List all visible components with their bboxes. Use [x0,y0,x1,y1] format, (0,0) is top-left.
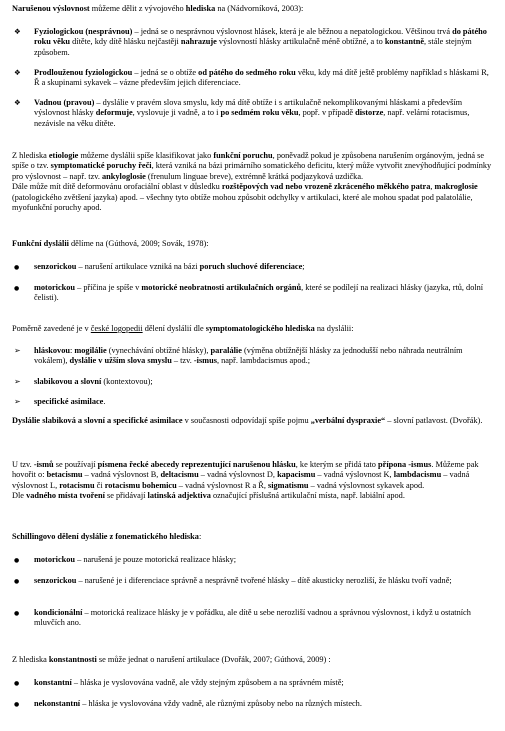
bullet-icon [0,699,34,710]
arrow-bullet-icon [0,377,34,387]
bullet-icon [0,678,34,689]
list-item: ❖ Prodlouženou fyziologickou – jedná se o obtíže od pátého do sedmého roku věku, kdy má dítě ještě problémy například s hláskami R, Ř a skupinami sykavek – vázne především jejich diferenciace. [0,68,505,89]
list-item: ❖ Vadnou (pravou) – dyslálie v pravém slova smyslu, kdy má dítě obtíže i s artikulačně nekomplikovanými hláskami a především výslovnost hlásky deformuje, vyslovuje ji vadně, a to i po sedmém roku věku, popř. v případě distorze, např. velární rotacismus, nezávisle na věku dítěte. [0,98,505,129]
diamond-bullet-icon [0,98,34,129]
diamond-bullet-icon [0,27,34,58]
section-intro: Narušenou výslovnost můžeme dělit z vývojového hlediska na (Nádvorníková, 2003): [12,4,304,13]
list-item: ● motorickou – narušená je pouze motorická realizace hlásky; [0,555,505,566]
list-item: ● nekonstantní – hláska je vyslovována vždy vadně, ale různými způsoby nebo na různých místech. [0,699,505,710]
list-item: ● senzorickou – narušené je i diferenciace správně a nesprávně tvořené hlásky – dítě akusticky nerozliší, že hlásku tvoří vadně; [0,576,505,587]
schilling-heading: Schillingovo dělení dyslálie z fonematického hlediska: [12,532,202,541]
bullet-icon [0,608,34,629]
list-item: ➢ specifické asimilace. [0,397,505,407]
arrow-bullet-icon [0,346,34,367]
section-developmental [0,4,505,14]
list-item: ● motorickou – příčina je spíše v motorické neobratnosti artikulačních orgánů, které se podílejí na realizaci hlásky (jazyka, rtů, dolní čelisti). [0,283,505,304]
bullet-icon [0,262,34,273]
dyspraxia-paragraph: Dyslálie slabiková a slovní a specifické asimilace v současnosti odpovídají spíše pojmu „verbální dyspraxie“ – slovní patlavost. (Dvořák). [12,416,483,425]
diamond-bullet-icon [0,68,34,89]
bullet-icon [0,576,34,587]
bullet-icon [0,283,34,304]
symptomatology-heading: Poměrně zavedené je v české logopedii dělení dyslálií dle symptomatologického hlediska na dyslálii: [12,324,354,333]
functional-heading: Funkční dyslálii dělíme na (Gúthová, 2009; Sovák, 1978): [12,239,209,248]
etiology-paragraph: Z hlediska etiologie můžeme dyslálii spíše klasifikovat jako funkční poruchu, poněvadž pokud je způsobena narušením orgánovým, jedná se spíše o tzv. symptomatické poruchy řeči, která vzniká na bázi primárního somatického deficitu, který může vytvořit znevýhodňující podmínky pro výslovnost – např. tzv. ankyloglosie (frenulum linguae breve), extrémně krátká podjazyková uzdička. Dále může mít dítě deformovánu orofaciální oblast v důsledku rozštěpových vad nebo vrozeně zkráceného měkkého patra, makroglosie (patologického zvětšení jazyka) apod. – všechny tyto obtíže mohou způsobit odchylky v artikulaci, které ale mohou spadat pod palatolálie, myofunkční poruchy apod. [12,151,492,213]
list-item: ❖ Fyziologickou (nesprávnou) – jedná se o nesprávnou výslovnost hlásek, která je ale běžnou a nepatologickou. Většinou trvá do pátého roku věku dítěte, kdy dítě hlásku nejčastěji nahrazuje výslovností hlásky artikulačně méně obtížné, a to konstantně, stále stejným způsobem. [0,27,505,58]
ismus-paragraph: U tzv. -ismů se používají písmena řecké abecedy reprezentující narušenou hlásku, ke kterým se přidá tato přípona -ismus. Můžeme pak hovořit o: betacismu – vadná výslovnost B, deltacismu – vadná výslovnost D, kapacismu – vadná výslovnost K, lambdacismu – vadná výslovnost L, rotacismu či rotacismu bohemicu – vadná výslovnost R a Ř, sigmatismu – vadná výslovnost sykavek apod. Dle vadného místa tvoření se přidávají latinská adjektiva označující příslušná artikulační místa, např. labiální apod. [12,460,479,501]
list-item: ● kondicionální – motorická realizace hlásky je v pořádku, ale dítě u sebe nerozliší vadnou a správnou výslovnost, i když u ostatních mluvčích ano. [0,608,505,629]
arrow-bullet-icon [0,397,34,407]
list-item: ➢ hláskovou: mogilálie (vynechávání obtížné hlásky), paralálie (výměna obtížnější hlásky za jednodušší nebo náhrada neutrálním vokálem), dyslálie v užším slova smyslu – tzv. -ismus, např. lambdacismus apod.; [0,346,505,367]
list-item: ➢ slabikovou a slovní (kontextovou); [0,377,505,387]
constancy-heading: Z hlediska konstantnosti se může jednat o narušení artikulace (Dvořák, 2007; Gúthová, 2009) : [12,655,331,664]
list-item: ● konstantní – hláska je vyslovována vadně, ale vždy stejným způsobem a na správném místě; [0,678,505,689]
list-item: ● senzorickou – narušení artikulace vzniká na bázi poruch sluchové diferenciace; [0,262,505,273]
bullet-icon [0,555,34,566]
